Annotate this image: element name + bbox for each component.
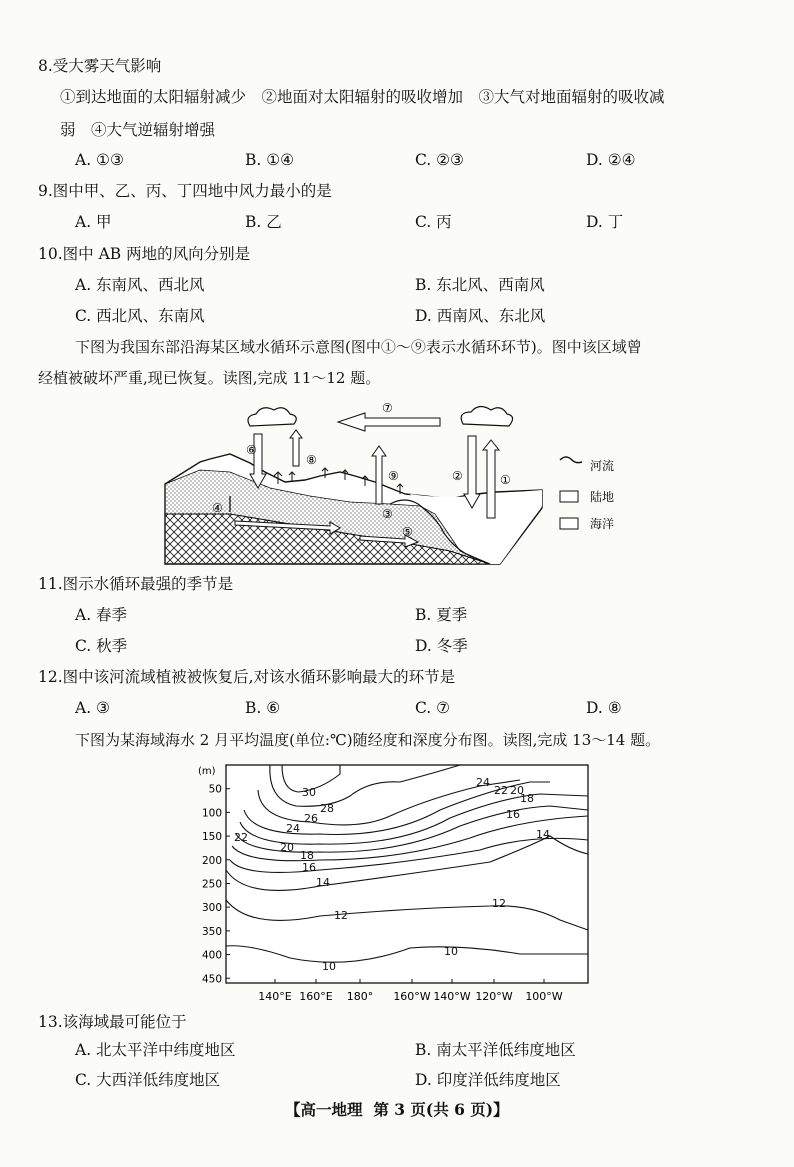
q8-option-b: B. ①④	[245, 151, 295, 169]
label-9: ⑨	[388, 469, 399, 483]
x-tick-label: 160°E	[299, 990, 333, 1003]
q9-option-d: D. 丁	[586, 213, 624, 231]
y-tick-label: 50	[208, 783, 222, 796]
y-axis-unit: (m)	[198, 766, 216, 777]
iso-label-22b: 22	[494, 784, 508, 797]
y-tick-label: 200	[201, 854, 222, 867]
q10-option-d: D. 西南风、东北风	[415, 307, 546, 325]
iso-label-10b: 10	[444, 945, 458, 958]
iso-label-18b: 18	[520, 792, 534, 805]
label-4: ④	[212, 501, 223, 515]
q11-option-d: D. 冬季	[415, 637, 468, 655]
footer-page: 第 3 页(共 6 页)】	[373, 1100, 509, 1119]
water-cycle-diagram	[150, 396, 650, 568]
label-2: ②	[452, 469, 463, 483]
q8-statement-line1: ①到达地面的太阳辐射减少 ②地面对太阳辐射的吸收增加 ③大气对地面辐射的吸收减	[60, 88, 665, 106]
q8-statement-line2: 弱 ④大气逆辐射增强	[60, 121, 216, 139]
x-tick-label: 140°E	[258, 990, 292, 1003]
label-1: ①	[500, 473, 511, 487]
iso-label-18: 18	[300, 849, 314, 862]
iso-label-16: 16	[302, 861, 316, 874]
river-legend-icon	[560, 457, 582, 463]
intro-11-12-line1: 下图为我国东部沿海某区域水循环示意图(图中①～⑨表示水循环环节)。图中该区域曾	[75, 338, 642, 356]
q9-option-c: C. 丙	[415, 213, 452, 231]
q11-option-b: B. 夏季	[415, 606, 468, 624]
label-7: ⑦	[382, 401, 393, 415]
footer-subject: 【高一地理	[285, 1100, 363, 1119]
iso-label-30: 30	[302, 786, 316, 799]
y-tick-label: 150	[201, 831, 222, 844]
label-6: ⑥	[246, 443, 257, 457]
land-legend-icon	[560, 491, 578, 502]
iso-label-16b: 16	[506, 808, 520, 821]
legend-ocean: 海洋	[590, 517, 615, 531]
label-8: ⑧	[306, 453, 317, 467]
sea-temperature-chart	[190, 760, 600, 1008]
q10-option-b: B. 东北风、西南风	[415, 276, 545, 294]
q8-option-d: D. ②④	[586, 151, 636, 169]
iso-label-22: 22	[234, 831, 248, 844]
q12-stem: 12.图中该河流域植被被恢复后,对该水循环影响最大的环节是	[38, 668, 456, 686]
intro-13-14: 下图为某海域海水 2 月平均温度(单位:℃)随经度和深度分布图。读图,完成 13～14 题。	[75, 731, 661, 749]
q13-option-d: D. 印度洋低纬度地区	[415, 1071, 561, 1089]
q10-option-a: A. 东南风、西北风	[75, 276, 205, 294]
iso-label-28: 28	[320, 802, 334, 815]
q9-option-a: A. 甲	[75, 213, 112, 231]
y-tick-label: 100	[201, 807, 222, 820]
footer	[285, 1100, 509, 1120]
x-tick-label: 120°W	[475, 990, 513, 1003]
iso-label-20b: 20	[510, 784, 524, 797]
q13-stem: 13.该海域最可能位于	[38, 1013, 187, 1031]
q12-option-c: C. ⑦	[415, 699, 451, 717]
iso-label-20: 20	[280, 841, 294, 854]
q10-option-c: C. 西北风、东南风	[75, 307, 205, 325]
y-tick-label: 300	[201, 902, 222, 915]
q8-option-c: C. ②③	[415, 151, 464, 169]
q9-option-b: B. 乙	[245, 213, 282, 231]
iso-label-12: 12	[334, 909, 348, 922]
iso-label-12b: 12	[492, 897, 506, 910]
q9-stem: 9.图中甲、乙、丙、丁四地中风力最小的是	[38, 182, 332, 200]
q8-option-a: A. ①③	[75, 151, 124, 169]
q12-option-a: A. ③	[75, 699, 110, 717]
iso-label-14b: 14	[536, 828, 550, 841]
y-tick-label: 250	[201, 878, 222, 891]
q13-option-b: B. 南太平洋低纬度地区	[415, 1041, 576, 1059]
intro-11-12-line2: 经植被破坏严重,现已恢复。读图,完成 11～12 题。	[38, 369, 381, 387]
x-tick-label: 180°	[346, 990, 374, 1003]
legend-river: 河流	[590, 459, 615, 473]
iso-label-14: 14	[316, 876, 330, 889]
x-tick-label: 100°W	[525, 990, 563, 1003]
y-tick-label: 400	[201, 949, 222, 962]
iso-label-24b: 24	[476, 776, 490, 789]
q12-option-d: D. ⑧	[586, 699, 622, 717]
x-tick-label: 140°W	[433, 990, 471, 1003]
q8-stem: 8.受大雾天气影响	[38, 57, 162, 75]
y-tick-label: 350	[201, 925, 222, 938]
x-tick-label: 160°W	[393, 990, 431, 1003]
y-tick-label: 450	[201, 973, 222, 986]
q11-stem: 11.图示水循环最强的季节是	[38, 575, 234, 593]
iso-label-24: 24	[286, 822, 300, 835]
legend-land: 陆地	[590, 490, 615, 504]
q11-option-a: A. 春季	[75, 606, 128, 624]
iso-label-26: 26	[304, 812, 318, 825]
q13-option-a: A. 北太平洋中纬度地区	[75, 1041, 236, 1059]
q13-option-c: C. 大西洋低纬度地区	[75, 1071, 221, 1089]
ocean-legend-icon	[560, 518, 578, 529]
q11-option-c: C. 秋季	[75, 637, 128, 655]
label-5: ⑤	[402, 525, 413, 539]
q12-option-b: B. ⑥	[245, 699, 281, 717]
label-3: ③	[382, 507, 393, 521]
q10-stem: 10.图中 AB 两地的风向分别是	[38, 245, 251, 263]
iso-label-10: 10	[322, 960, 336, 973]
